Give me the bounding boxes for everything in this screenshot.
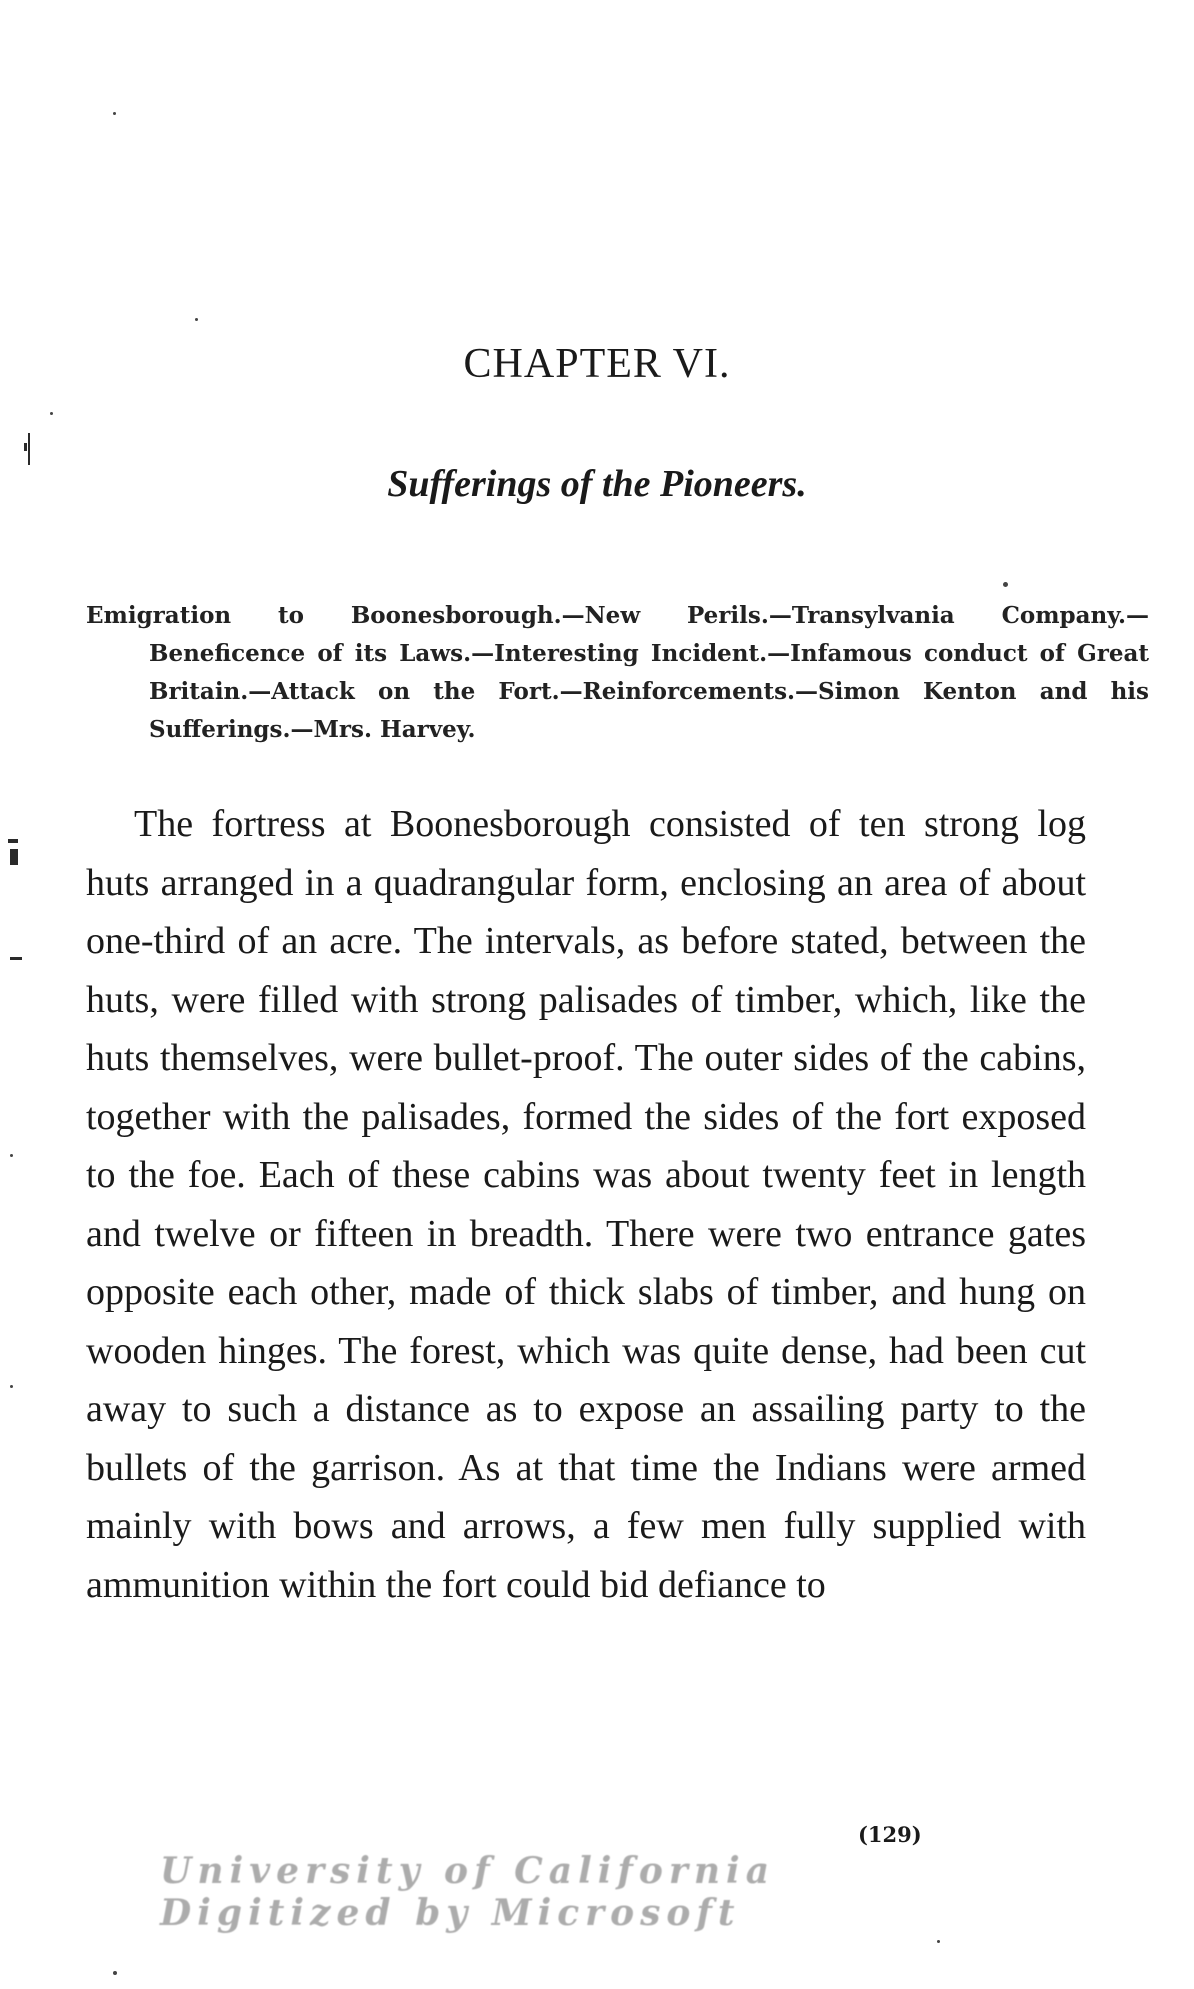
scan-speck: [195, 318, 198, 321]
scan-speck: [1003, 582, 1008, 587]
margin-mark: [10, 957, 22, 960]
margin-mark: [10, 849, 18, 865]
chapter-title: CHAPTER VI.: [463, 341, 731, 387]
chapter-subtitle: Sufferings of the Pioneers.: [387, 463, 807, 505]
page-number: (129): [858, 1822, 922, 1847]
chapter-synopsis: Emigration to Boonesborough.—New Perils.—Transylvania Company.—Beneficence of its Laws.—Interesting Incident.—Infamous conduct of Great Britain.—Attack on the Fort.—Reinforcements.—Simon Kenton and his Sufferings.—Mrs. Harvey.: [86, 602, 1149, 743]
scan-speck: [10, 1154, 13, 1157]
scan-speck: [50, 412, 53, 415]
body-paragraph: The fortress at Boonesborough consisted of ten strong log huts arranged in a quadrangular form, enclosing an area of about one-third of an acre. The intervals, as before stated, between the huts, were filled with strong palisades of timber, which, like the huts themselves, were bullet-proof. The outer sides of the cabins, together with the palisades, formed the sides of the fort exposed to the foe. Each of these cabins was about twenty feet in length and twelve or fifteen in breadth. There were two entrance gates opposite each other, made of thick slabs of timber, and hung on wooden hinges. The forest, which was quite dense, had been cut away to such a distance as to expose an assailing party to the bullets of the garrison. As at that time the Indians were armed mainly with bows and arrows, a few men fully supplied with ammunition within the fort could bid defiance to: [86, 803, 1086, 1606]
margin-mark: [24, 443, 27, 451]
scan-speck: [937, 1940, 940, 1943]
margin-mark: [8, 839, 18, 843]
library-watermark: [160, 1850, 1020, 1934]
scan-speck: [113, 112, 116, 115]
watermark-text: University of California Digitized by Microsoft: [160, 1850, 776, 1934]
scan-speck: [113, 1971, 117, 1975]
scan-speck: [10, 1385, 13, 1388]
margin-mark: [28, 433, 30, 465]
